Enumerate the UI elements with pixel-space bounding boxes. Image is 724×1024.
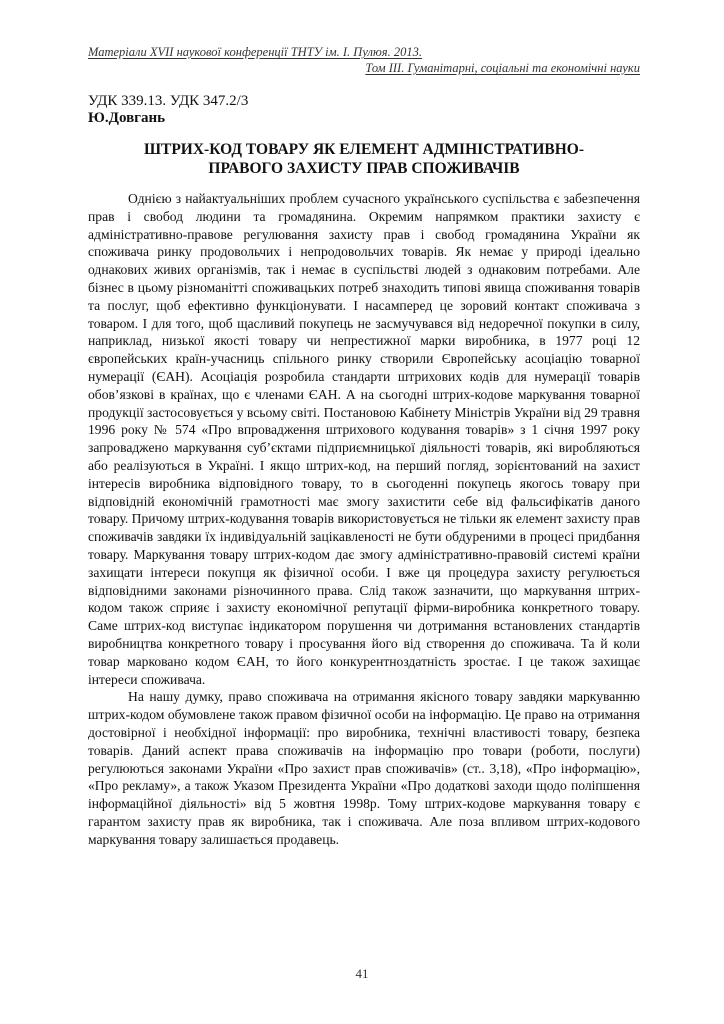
title-line-2: ПРАВОГО ЗАХИСТУ ПРАВ СПОЖИВАЧІВ	[208, 160, 520, 177]
paper-body	[88, 190, 640, 848]
header-conference-line: Матеріали XVІI наукової конференції ТНТУ ім. І. Пулюя. 2013.	[88, 45, 422, 59]
body-paragraph-2: На нашу думку, право споживача на отримання якісного товару завдяки маркуванню штрих-кодом обумовлене також правом фізичної особи на інформацію. Це право на отримання достовірної і необхідної інформації: про виробника, технічні властивості товару, безпека товарів. Даний аспект права споживачів на інформацію про товари (роботи, послуги) регулюються законами України «Про захист прав споживачів» (ст.. 3,18), «Про інформацію», «Про рекламу», а також Указом Президента України «Про додаткові заходи щодо поліпшення інформаційної діяльності» від 5 жовтня 1998р. Тому штрих-кодове маркування товару є гарантом захисту прав як виробника, так і споживача. Але поза впливом штрих-кодового маркування товару залишається продавець.	[88, 689, 640, 847]
udc-code: УДК 339.13. УДК 347.2/3	[88, 93, 249, 109]
paper-title	[88, 140, 640, 178]
title-line-1: ШТРИХ-КОД ТОВАРУ ЯК ЕЛЕМЕНТ АДМІНІСТРАТИВНО-	[143, 141, 585, 158]
page-number: 41	[355, 966, 369, 981]
body-paragraph-1: Однією з найактуальніших проблем сучасного українського суспільства є забезпечення прав і свобод людини та громадянина. Окремим напрямком практики захисту є адміністративно-правове регулювання захисту прав і свобод громадянина України як споживача ринку продовольчих і непродовольчих товарів. Як немає у природі ідеально однакових живих організмів, так і немає в суспільстві людей з однаковим потребами. Але бізнес в цьому різноманітті споживацьких потреб знаходить типові явища споживання товарів та послуг, щоб ефективно функціонувати. І насамперед це зоровий контакт споживача з товаром. І для того, щоб щасливий покупець не засмучувався від недоречної покупки в силу, наприклад, низької якості товару чи непрестижної марки виробника, в 1977 році 12 європейських країн-учасниць спільного ринку створили Європейську асоціацію товарної нумерації (ЄАН). Асоціація розробила стандарти штрихових кодів для нумерації товарів обов’язкові в країнах, що є членами ЄАН. А на сьогодні штрих-кодове маркування товарної продукції застосовується у всьому світі. Постановою Кабінету Міністрів України від 29 травня 1996 року № 574 «Про впровадження штрихового кодування товарів» з 1 січня 1997 року запроваджено маркування суб’єктами підприємницької діяльності товарів, які виробляються або реалізуються в Україні. І якщо штрих-код, на перший погляд, зорієнтований на захист інтересів виробника відповідного товару, то в сьогоденні покупець якогось товару при відповідній економічній грамотності має змогу захистити себе від фальсифікатів даного товару. Причому штрих-кодування товарів використовується не тільки як елемент захисту прав споживачів завдяки їх індивідуальній зацікавленості не бути обдуреними в процесі придбання товару. Маркування товару штрих-кодом дає змогу адміністративно-правовій системі країни захищати інтереси покупця як фізичної особи. І вже ця процедура захисту регулюється відповідними законами різночинного права. Слід також зазначити, що маркування штрих-кодом також сприяє і захисту економічної репутації фірми-виробника конкретного товару. Саме штрих-код виступає індикатором порушення чи дотримання встановлених стандартів виробництва конкретного товару і просування його від створення до споживача. Та й коли товар марковано кодом ЄАН, то його конкурентноздатність зростає. І це також захищає інтереси споживача.	[88, 191, 640, 687]
author-name: Ю.Довгань	[88, 110, 166, 126]
running-header	[88, 44, 640, 76]
header-volume-line: Том ІІІ. Гуманітарні, соціальні та економічні науки	[365, 61, 640, 75]
